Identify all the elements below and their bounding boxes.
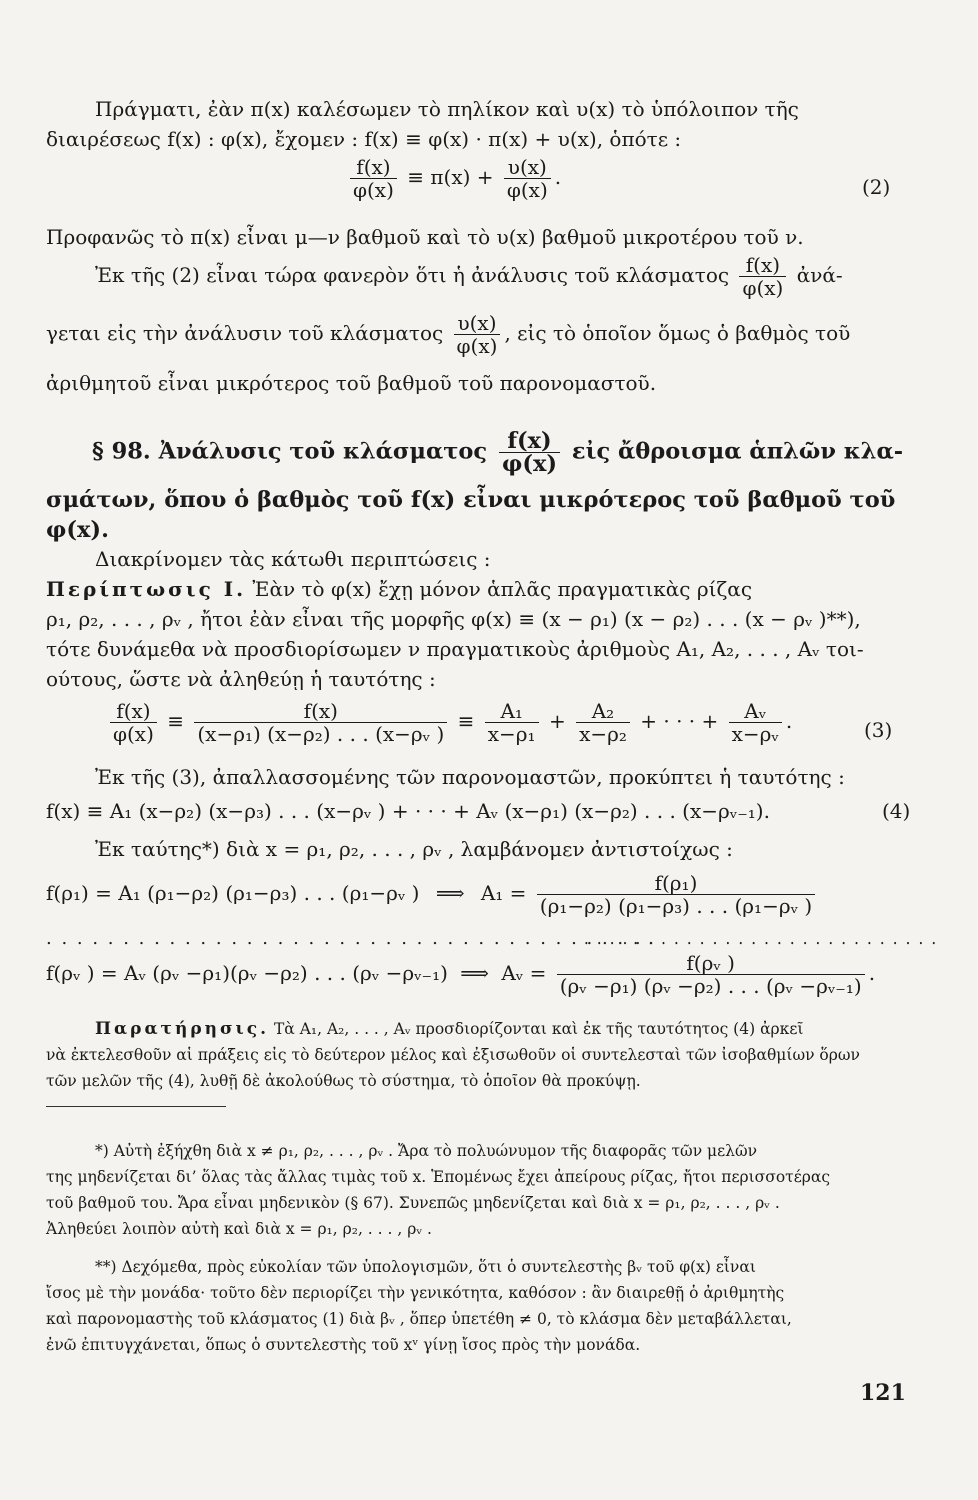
text-line [95,254,843,299]
fraction-numerator: f(x) [116,699,151,723]
footnote-line: ἴσος μὲ τὴν μονάδα· τοῦτο δὲν περιορίζει τὴν γενικότητα, καθόσον : ἂν διαιρεθῇ ὁ ἀριθμητὴς [46,1284,785,1302]
fraction-denominator: x−ρᵥ [729,722,782,745]
text-line: Πράγματι, ἐὰν π(x) καλέσωμεν τὸ πηλίκον καὶ υ(x) τὸ ὑπόλοιπον τῆς [95,97,799,121]
equation-text: A₁ = [480,881,527,905]
footnote-line: καὶ παρονομαστὴς τοῦ κλάσματος (1) διὰ βᵥ , ὅπερ ὑπετέθη ≠ 0, τὸ κλάσμα δὲν μεταβάλλεται, [46,1310,792,1328]
fraction-numerator: υ(x) [507,155,547,179]
footnote-divider [46,1106,226,1107]
remark-line [95,1016,803,1042]
fraction-denominator: (x−ρ₁) (x−ρ₂) . . . (x−ρᵥ ) [194,722,447,745]
fraction-numerator: f(x) [356,155,391,179]
page-number: 121 [860,1380,906,1406]
fraction-numerator: A₂ [591,699,615,723]
equation-text: Aᵥ = [501,961,547,985]
fraction-denominator: φ(x) [739,276,786,299]
equation-punct: . [554,165,562,189]
heading-text: εἰς ἄθροισμα ἁπλῶν κλα- [571,438,904,465]
text-line [46,576,752,602]
footnote-line: Ἀληθεύει λοιπὸν αὐτὴ καὶ διὰ x = ρ₁, ρ₂, . . . , ρᵥ . [46,1220,432,1238]
fraction-denominator: (ρᵥ −ρ₁) (ρᵥ −ρ₂) . . . (ρᵥ −ρᵥ₋₁) [557,974,865,997]
text-span: Τὰ A₁, A₂, . . . , Aᵥ προσδιορίζονται καὶ ἐκ τῆς ταυτότητος (4) ἀρκεῖ [273,1020,804,1038]
equation-number: (3) [864,718,893,742]
implies-arrow: ⟹ [460,961,489,985]
remark-line: νὰ ἐκτελεσθοῦν αἱ πράξεις εἰς τὸ δεύτερον μέλος καὶ ἐξισωθοῦν οἱ συντελεσταὶ τῶν ἰσοβαθμίων ὅρων [46,1046,860,1064]
text-line: Προφανῶς τὸ π(x) εἶναι μ—ν βαθμοῦ καὶ τὸ υ(x) βαθμοῦ μικροτέρου τοῦ ν. [46,225,804,249]
equation-operator: ≡ [167,709,185,733]
fraction-denominator: x−ρ₂ [576,722,630,745]
heading-text: § 98. Ἀνάλυσις τοῦ κλάσματος [92,438,488,465]
fraction-numerator: Aᵥ [744,699,767,723]
text-line: Ἐκ ταύτης*) διὰ x = ρ₁, ρ₂, . . . , ρᵥ , λαμβάνομεν ἀντιστοίχως : [95,837,733,861]
footnote-line: της μηδενίζεται δι’ ὅλας τὰς ἄλλας τιμὰς τοῦ x. Ἑπομένως ἔχει ἀπείρους ρίζας, ἤτοι περισσοτέρας [46,1168,831,1186]
remark-label: Παρατήρησις. [95,1019,270,1039]
text-line: Ἐκ τῆς (3), ἀπαλλασσομένης τῶν παρονομαστῶν, προκύπτει ἡ ταυτότης : [95,765,845,789]
text-span: γεται εἰς τὴν ἀνάλυσιν τοῦ κλάσματος [46,321,444,345]
equation-text: f(ρᵥ ) = Aᵥ (ρᵥ −ρ₁)(ρᵥ −ρ₂) . . . (ρᵥ −ρᵥ₋₁) [46,961,448,985]
implies-arrow: ⟹ [435,881,465,905]
text-span: Ἐκ τῆς (2) εἶναι τώρα φανερὸν ὅτι ἡ ἀνάλυσις τοῦ κλάσματος [95,263,730,287]
fraction-numerator: f(x) [507,428,552,454]
equation-punct: . [785,709,793,733]
equation-number: (4) [882,799,911,823]
fraction-denominator: (ρ₁−ρ₂) (ρ₁−ρ₃) . . . (ρ₁−ρᵥ ) [537,894,815,917]
text-span: , εἰς τὸ ὁποῖον ὅμως ὁ βαθμὸς τοῦ [504,321,851,345]
equation-number: (2) [862,175,891,199]
section-heading-line: σμάτων, ὅπου ὁ βαθμὸς τοῦ f(x) εἶναι μικρότερος τοῦ βαθμοῦ τοῦ [46,487,896,513]
fraction-numerator: f(x) [303,699,338,723]
footnote-line: τοῦ βαθμοῦ του. Ἄρα εἶναι μηδενικὸν (§ 67). Συνεπῶς μηδενίζεται καὶ διὰ x = ρ₁, ρ₂, . . . , ρᵥ . [46,1194,780,1212]
dotted-leader: . . . . . . . . . . . . . . . . . . . . . . . . . . . . [584,928,938,949]
fraction-numerator: f(x) [745,253,781,277]
text-line [46,312,850,357]
case-label: Περίπτωσις Ι. [46,577,247,601]
text-line: τότε δυνάμεθα νὰ προσδιορίσωμεν ν πραγματικοὺς ἀριθμοὺς A₁, A₂, . . . , Aᵥ τοι- [46,637,864,661]
fraction-denominator: φ(x) [110,722,157,745]
equation-text: f(ρ₁) = A₁ (ρ₁−ρ₂) (ρ₁−ρ₃) . . . (ρ₁−ρᵥ ) [46,881,420,905]
text-span: ἀνά- [796,263,843,287]
section-heading-line: φ(x). [46,517,109,543]
equation-operator: + · · · + [640,709,719,733]
fraction-denominator: φ(x) [499,452,560,475]
fraction-denominator: x−ρ₁ [485,722,539,745]
equation-4: f(x) ≡ A₁ (x−ρ₂) (x−ρ₃) . . . (x−ρᵥ ) + · · · + Aᵥ (x−ρ₁) (x−ρ₂) . . . (x−ρᵥ₋₁). [46,799,770,823]
fraction-numerator: f(ρ₁) [654,871,698,895]
fraction-numerator: A₁ [500,699,523,723]
section-heading [92,430,903,475]
equation-3 [106,700,792,745]
text-line: διαιρέσεως f(x) : φ(x), ἔχομεν : f(x) ≡ φ(x) · π(x) + υ(x), ὁπότε : [46,127,682,151]
equation-text: ≡ π(x) + [407,165,494,189]
text-line: Διακρίνομεν τὰς κάτωθι περιπτώσεις : [95,547,491,571]
equation-row-1 [46,872,819,917]
fraction-numerator: f(ρᵥ ) [686,951,735,975]
text-line: ἀριθμητοῦ εἶναι μικρότερος τοῦ βαθμοῦ τοῦ παρονομαστοῦ. [46,371,657,395]
text-line: ούτους, ὥστε νὰ ἀληθεύῃ ἡ ταυτότης : [46,667,436,691]
equation-operator: ≡ [457,709,475,733]
footnote-line: ἐνῶ ἐπιτυγχάνεται, ὅπως ὁ συντελεστὴς τοῦ xᵛ γίνῃ ἴσος πρὸς τὴν μονάδα. [46,1336,641,1354]
equation-2 [346,156,561,201]
text-span: Ἐὰν τὸ φ(x) ἔχῃ μόνον ἁπλᾶς πραγματικὰς ρίζας [252,577,753,601]
equation-punct: . [868,961,876,985]
fraction-denominator: φ(x) [504,178,551,201]
fraction-denominator: φ(x) [350,178,397,201]
equation-operator: + [548,709,566,733]
footnote-line: *) Αὐτὴ ἐξήχθη διὰ x ≠ ρ₁, ρ₂, . . . , ρᵥ . Ἄρα τὸ πολυώνυμον τῆς διαφορᾶς τῶν μελῶν [95,1142,758,1160]
fraction-numerator: υ(x) [457,311,497,335]
fraction-denominator: φ(x) [454,334,501,357]
equation-row-2 [46,952,875,997]
text-line: ρ₁, ρ₂, . . . , ρᵥ , ἤτοι ἐὰν εἶναι τῆς μορφῆς φ(x) ≡ (x − ρ₁) (x − ρ₂) . . . (x − ρᵥ )**), [46,607,861,631]
footnote-line: **) Δεχόμεθα, πρὸς εὐκολίαν τῶν ὑπολογισμῶν, ὅτι ὁ συντελεστὴς βᵥ τοῦ φ(x) εἶναι [95,1258,756,1276]
remark-line: τῶν μελῶν τῆς (4), λυθῇ δὲ ἀκολούθως τὸ σύστημα, τὸ ὁποῖον θὰ προκύψῃ. [46,1072,641,1090]
dotted-leader: . . . . . . . . . . . . . . . . . . . . . . . . . . . . . . . . . . . . . . . . [46,928,657,949]
